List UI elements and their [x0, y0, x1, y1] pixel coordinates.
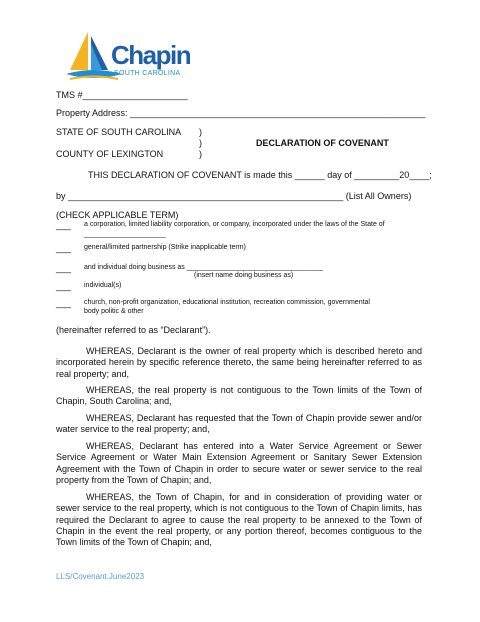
whereas-paragraph-1: WHEREAS, Declarant is the owner of real property which is described hereto and incorporated herein by specific reference thereto, the same being hereinafter referred to as real property; and, [56, 346, 422, 379]
whereas-paragraph-2: WHEREAS, the real property is not contiguous to the Town limits of the Town of Chapin, South Carolina; and, [56, 385, 422, 407]
tms-field: TMS #_____________________ [56, 90, 188, 100]
term-blank-1: ___ [56, 220, 72, 230]
chapin-logo [64, 30, 191, 88]
county-label: COUNTY OF LEXINGTON [56, 149, 164, 159]
declarant-reference: (hereinafter referred to as “Declarant”). [56, 325, 211, 335]
term-individual: individual(s) [84, 282, 122, 289]
term-partnership: general/limited partnership (Strike inapplicable term) [84, 244, 246, 251]
whereas-paragraph-5: WHEREAS, the Town of Chapin, for and in consideration of providing water or sewer service to the real property, which is not contiguous to the Town of Chapin limits, has required the Declarant to agree to cause the real property to be annexed to the Town of Chapin in the event the real property, or any portion thereof, becomes contiguous to the Town limits of the Town of Chapin; and, [56, 492, 422, 548]
paren-2: ) [199, 138, 202, 148]
logo-name: Chapin [111, 40, 191, 70]
term-corporation: a corporation, limited liability corporation, or company, incorporated under the laws of the State of [84, 221, 385, 228]
term-dba: and individual doing business as ___________________________________ [84, 264, 323, 271]
made-this-line: THIS DECLARATION OF COVENANT is made this ______ day of _________20____; [88, 170, 432, 180]
whereas-paragraph-3: WHEREAS, Declarant has requested that the Town of Chapin provide sewer and/or water service to the real property; and, [56, 413, 422, 435]
logo-subtitle: SOUTH CAROLINA [114, 70, 181, 77]
document-footer: LLS/Covenant.June2023 [56, 572, 145, 581]
term-corporation-state: _____________________ [84, 231, 166, 238]
owners-line: by _______________________________________________________ (List All Owners) [56, 191, 412, 201]
term-blank-2: ___ [56, 243, 72, 253]
whereas-paragraph-4: WHEREAS, Declarant has entered into a Water Service Agreement or Sewer Service Agreement or Water Main Extension Agreement or Sanitary Sewer Extension Agreement with the Town of Chapin in order to secure water or sewer service to the real property from the Town of Chapin; and, [56, 441, 422, 485]
paren-1: ) [199, 127, 202, 137]
document-title: DECLARATION OF COVENANT [256, 138, 389, 148]
term-church-cont: body politic & other [84, 308, 144, 315]
term-blank-5: ___ [56, 298, 72, 308]
term-church: church, non-profit organization, educational institution, recreation commission, governmental [84, 299, 370, 306]
paren-3: ) [199, 149, 202, 159]
term-blank-4: ___ [56, 281, 72, 291]
term-blank-3: ___ [56, 263, 72, 273]
terms-heading: (CHECK APPLICABLE TERM) [56, 210, 179, 220]
property-address-field: Property Address: ___________________________________________________________ [56, 108, 426, 118]
state-label: STATE OF SOUTH CAROLINA [56, 127, 182, 137]
term-dba-note: (insert name doing business as) [194, 272, 294, 279]
